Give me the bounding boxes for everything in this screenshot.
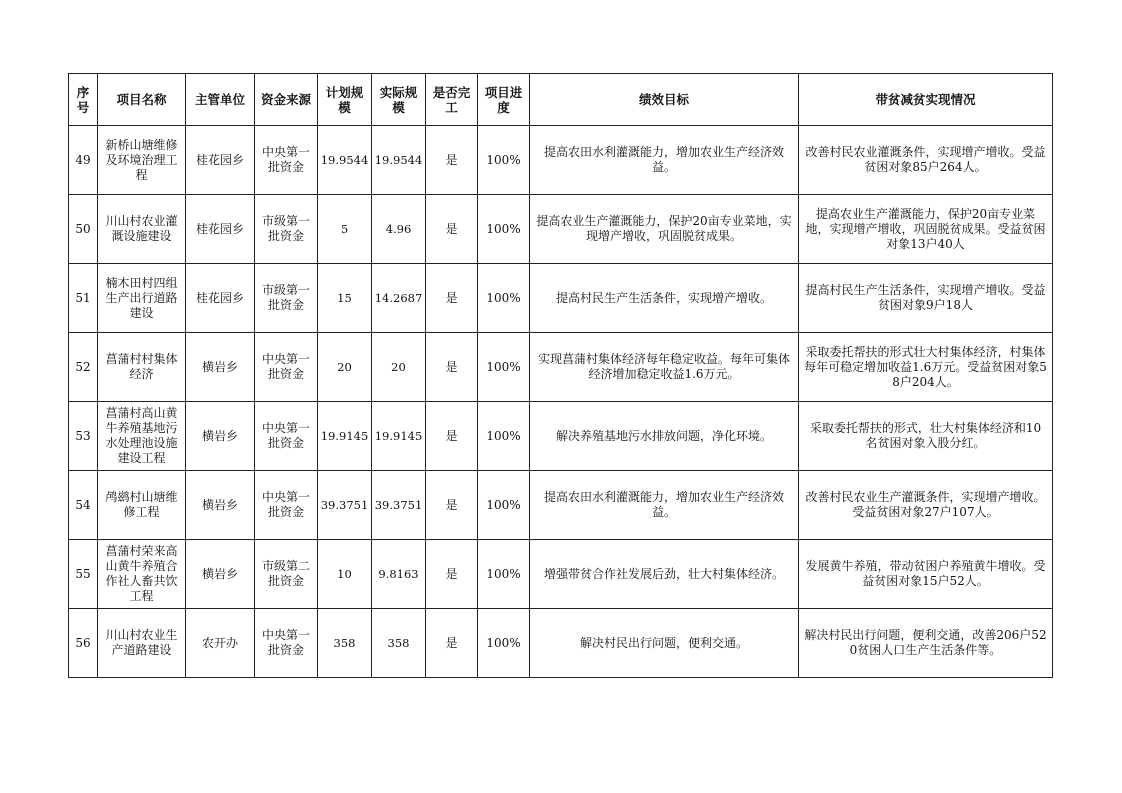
cell-goal: 解决村民出行问题，便利交通。 — [530, 609, 799, 678]
table-row — [69, 333, 1053, 402]
cell-progress: 100% — [478, 333, 530, 402]
cell-plan: 19.9544 — [318, 126, 372, 195]
cell-done: 是 — [426, 471, 478, 540]
cell-seq: 50 — [69, 195, 98, 264]
cell-actual: 4.96 — [372, 195, 426, 264]
cell-done: 是 — [426, 333, 478, 402]
cell-progress: 100% — [478, 195, 530, 264]
cell-done: 是 — [426, 540, 478, 609]
cell-fund: 中央第一批资金 — [255, 126, 318, 195]
cell-fund: 中央第一批资金 — [255, 471, 318, 540]
cell-goal: 提高农业生产灌溉能力，保护20亩专业菜地，实现增产增收，巩固脱贫成果。 — [530, 195, 799, 264]
cell-progress: 100% — [478, 540, 530, 609]
header-result: 带贫减贫实现情况 — [799, 74, 1053, 126]
header-fund: 资金来源 — [255, 74, 318, 126]
header-plan: 计划规模 — [318, 74, 372, 126]
cell-plan: 10 — [318, 540, 372, 609]
cell-actual: 14.2687 — [372, 264, 426, 333]
cell-actual: 358 — [372, 609, 426, 678]
cell-done: 是 — [426, 264, 478, 333]
cell-unit: 横岩乡 — [186, 471, 255, 540]
cell-seq: 53 — [69, 402, 98, 471]
cell-progress: 100% — [478, 126, 530, 195]
table-header-row — [69, 74, 1053, 126]
cell-result: 采取委托帮扶的形式壮大村集体经济，村集体每年可稳定增加收益1.6万元。受益贫困对象58户204人。 — [799, 333, 1053, 402]
cell-unit: 横岩乡 — [186, 333, 255, 402]
cell-progress: 100% — [478, 264, 530, 333]
cell-done: 是 — [426, 402, 478, 471]
cell-goal: 实现菖蒲村集体经济每年稳定收益。每年可集体经济增加稳定收益1.6万元。 — [530, 333, 799, 402]
cell-plan: 20 — [318, 333, 372, 402]
table-row — [69, 471, 1053, 540]
cell-plan: 5 — [318, 195, 372, 264]
cell-seq: 49 — [69, 126, 98, 195]
cell-fund: 市级第一批资金 — [255, 264, 318, 333]
cell-fund: 中央第一批资金 — [255, 402, 318, 471]
cell-goal: 增强带贫合作社发展后劲，壮大村集体经济。 — [530, 540, 799, 609]
table-row — [69, 264, 1053, 333]
cell-goal: 提高农田水利灌溉能力，增加农业生产经济效益。 — [530, 126, 799, 195]
cell-result: 提高村民生产生活条件，实现增产增收。受益贫困对象9户18人 — [799, 264, 1053, 333]
cell-done: 是 — [426, 609, 478, 678]
header-goal: 绩效目标 — [530, 74, 799, 126]
cell-done: 是 — [426, 195, 478, 264]
cell-name: 菖蒲村高山黄牛养殖基地污水处理池设施建设工程 — [98, 402, 186, 471]
cell-name: 川山村农业灌溉设施建设 — [98, 195, 186, 264]
cell-plan: 19.9145 — [318, 402, 372, 471]
cell-actual: 19.9544 — [372, 126, 426, 195]
cell-name: 新桥山塘维修及环境治理工程 — [98, 126, 186, 195]
cell-unit: 横岩乡 — [186, 402, 255, 471]
cell-result: 采取委托帮扶的形式，壮大村集体经济和10名贫困对象入股分红。 — [799, 402, 1053, 471]
cell-result: 解决村民出行问题，便利交通，改善206户520贫困人口生产生活条件等。 — [799, 609, 1053, 678]
cell-seq: 56 — [69, 609, 98, 678]
cell-result: 提高农业生产灌溉能力，保护20亩专业菜地，实现增产增收，巩固脱贫成果。受益贫困对象13户40人 — [799, 195, 1053, 264]
cell-name: 鸬鹚村山塘维修工程 — [98, 471, 186, 540]
table-row — [69, 402, 1053, 471]
cell-fund: 中央第一批资金 — [255, 333, 318, 402]
cell-name: 菖蒲村荣来高山黄牛养殖合作社人畜共饮工程 — [98, 540, 186, 609]
table-row — [69, 126, 1053, 195]
cell-seq: 55 — [69, 540, 98, 609]
table-row — [69, 540, 1053, 609]
cell-seq: 51 — [69, 264, 98, 333]
cell-unit: 桂花园乡 — [186, 195, 255, 264]
cell-goal: 解决养殖基地污水排放问题，净化环境。 — [530, 402, 799, 471]
cell-seq: 52 — [69, 333, 98, 402]
header-seq: 序号 — [69, 74, 98, 126]
cell-actual: 19.9145 — [372, 402, 426, 471]
cell-unit: 桂花园乡 — [186, 264, 255, 333]
header-progress: 项目进度 — [478, 74, 530, 126]
cell-plan: 39.3751 — [318, 471, 372, 540]
cell-goal: 提高农田水利灌溉能力，增加农业生产经济效益。 — [530, 471, 799, 540]
header-actual: 实际规模 — [372, 74, 426, 126]
cell-result: 发展黄牛养殖，带动贫困户养殖黄牛增收。受益贫困对象15户52人。 — [799, 540, 1053, 609]
cell-result: 改善村民农业生产灌溉条件，实现增产增收。受益贫困对象27户107人。 — [799, 471, 1053, 540]
cell-unit: 横岩乡 — [186, 540, 255, 609]
cell-progress: 100% — [478, 471, 530, 540]
cell-name: 菖蒲村村集体经济 — [98, 333, 186, 402]
cell-progress: 100% — [478, 402, 530, 471]
cell-goal: 提高村民生产生活条件，实现增产增收。 — [530, 264, 799, 333]
table-row — [69, 195, 1053, 264]
table-row — [69, 609, 1053, 678]
cell-name: 楠木田村四组生产出行道路建设 — [98, 264, 186, 333]
cell-result: 改善村民农业灌溉条件，实现增产增收。受益贫困对象85户264人。 — [799, 126, 1053, 195]
cell-plan: 358 — [318, 609, 372, 678]
cell-progress: 100% — [478, 609, 530, 678]
cell-actual: 20 — [372, 333, 426, 402]
cell-done: 是 — [426, 126, 478, 195]
cell-actual: 39.3751 — [372, 471, 426, 540]
cell-actual: 9.8163 — [372, 540, 426, 609]
header-name: 项目名称 — [98, 74, 186, 126]
header-unit: 主管单位 — [186, 74, 255, 126]
cell-fund: 市级第一批资金 — [255, 195, 318, 264]
cell-unit: 农开办 — [186, 609, 255, 678]
cell-fund: 市级第二批资金 — [255, 540, 318, 609]
cell-name: 川山村农业生产道路建设 — [98, 609, 186, 678]
cell-fund: 中央第一批资金 — [255, 609, 318, 678]
project-table — [68, 73, 1053, 678]
cell-plan: 15 — [318, 264, 372, 333]
cell-seq: 54 — [69, 471, 98, 540]
cell-unit: 桂花园乡 — [186, 126, 255, 195]
header-done: 是否完工 — [426, 74, 478, 126]
